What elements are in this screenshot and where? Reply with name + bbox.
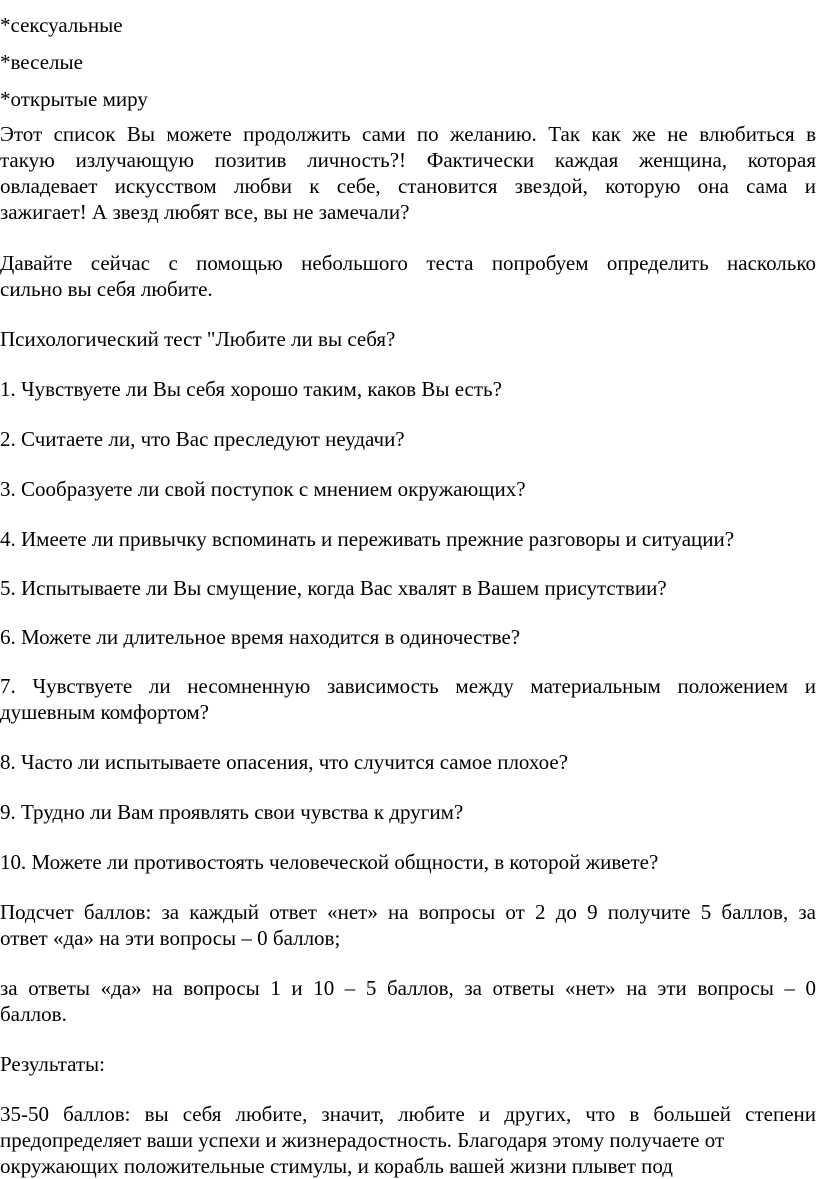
- question-item: 9. Трудно ли Вам проявлять свои чувства к другим?: [0, 800, 464, 824]
- paragraph-line: Этот список Вы можете продолжить сами по желанию. Так как же не влюбиться в: [0, 122, 816, 146]
- paragraph-line: 35-50 баллов: вы себя любите, значит, любите и других, что в большей степени: [0, 1102, 816, 1126]
- question-item: 2. Считаете ли, что Вас преследуют неудачи?: [0, 427, 405, 451]
- paragraph-line: сильно вы себя любите.: [0, 277, 213, 301]
- bullet-item: *открытые миру: [0, 87, 148, 111]
- scoring-paragraph: [0, 975, 816, 1027]
- question-item: 1. Чувствуете ли Вы себя хорошо таким, каков Вы есть?: [0, 377, 502, 401]
- paragraph-line: душевным комфортом?: [0, 700, 209, 724]
- result-paragraph: [0, 1101, 816, 1179]
- question-item: 4. Имеете ли привычку вспоминать и переживать прежние разговоры и ситуации?: [0, 527, 735, 551]
- question-item: 6. Можете ли длительное время находится в одиночестве?: [0, 625, 521, 649]
- paragraph-line: Подсчет баллов: за каждый ответ «нет» на вопросы от 2 до 9 получите 5 баллов, за: [0, 900, 816, 924]
- paragraph-line: такую излучающую позитив личность?! Фактически каждая женщина, которая: [0, 148, 816, 172]
- paragraph-line: 7. Чувствуете ли несомненную зависимость между материальным положением и: [0, 674, 816, 698]
- paragraph-line: зажигает! А звезд любят все, вы не замечали?: [0, 200, 410, 224]
- question-item: 3. Сообразуете ли свой поступок с мнением окружающих?: [0, 477, 526, 501]
- paragraph-line: баллов.: [0, 1002, 67, 1026]
- paragraph-line: предопределяет ваши успехи и жизнерадостность. Благодаря этому получаете от: [0, 1128, 725, 1152]
- results-label: Результаты:: [0, 1052, 105, 1076]
- test-intro-paragraph: [0, 250, 816, 302]
- question-item: 5. Испытываете ли Вы смущение, когда Вас хвалят в Вашем присутствии?: [0, 576, 667, 600]
- question-item: 10. Можете ли противостоять человеческой общности, в которой живете?: [0, 850, 659, 874]
- bullet-item: *веселые: [0, 50, 83, 74]
- question-item: 8. Часто ли испытываете опасения, что случится самое плохое?: [0, 750, 569, 774]
- paragraph-line: ответ «да» на эти вопросы – 0 баллов;: [0, 926, 341, 950]
- paragraph-line: окружающих положительные стимулы, и корабль вашей жизни плывет под: [0, 1154, 673, 1178]
- test-title: Психологический тест "Любите ли вы себя?: [0, 327, 396, 351]
- paragraph-line: овладевает искусством любви к себе, становится звездой, которую она сама и: [0, 174, 816, 198]
- paragraph-line: Давайте сейчас с помощью небольшого теста попробуем определить насколько: [0, 251, 816, 275]
- question-item: [0, 673, 816, 725]
- scoring-paragraph: [0, 899, 816, 951]
- intro-paragraph: [0, 121, 816, 225]
- paragraph-line: за ответы «да» на вопросы 1 и 10 – 5 баллов, за ответы «нет» на эти вопросы – 0: [0, 976, 816, 1000]
- bullet-item: *сексуальные: [0, 13, 123, 37]
